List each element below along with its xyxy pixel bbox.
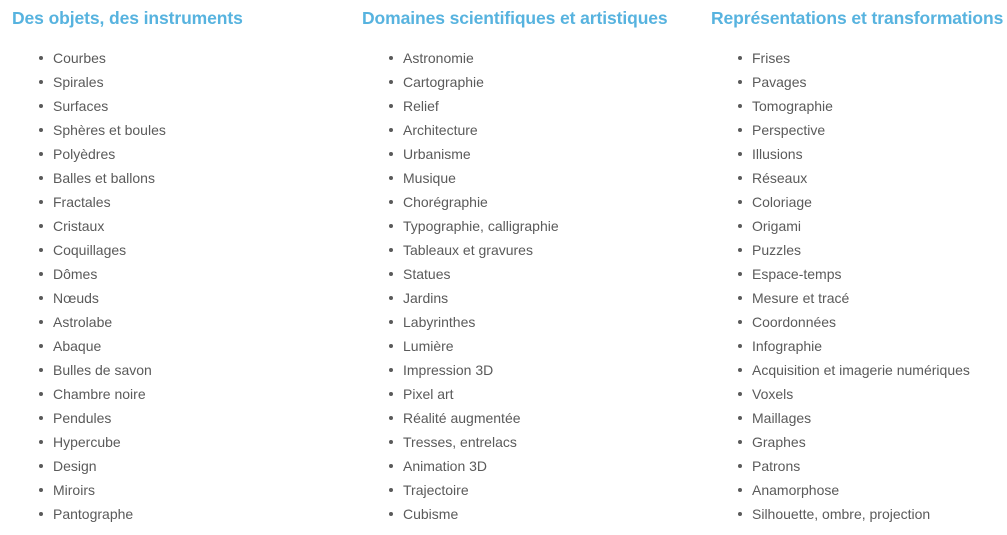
bullet-icon [39, 200, 43, 204]
item-label: Acquisition et imagerie numériques [752, 362, 970, 378]
item-label: Balles et ballons [53, 170, 155, 186]
list-item[interactable] [711, 334, 970, 358]
bullet-icon [738, 488, 742, 492]
item-label: Impression 3D [403, 362, 494, 378]
list-item[interactable] [362, 166, 559, 190]
list-item[interactable] [711, 454, 970, 478]
bullet-icon [389, 512, 393, 516]
bullet-icon [39, 152, 43, 156]
item-label: Illusions [752, 146, 803, 162]
item-label: Astrolabe [53, 314, 113, 330]
item-label: Infographie [752, 338, 823, 354]
bullet-icon [389, 296, 393, 300]
item-label: Design [53, 458, 97, 474]
list-item[interactable] [12, 286, 166, 310]
bullet-icon [389, 80, 393, 84]
item-list [12, 46, 166, 526]
list-item[interactable] [362, 406, 559, 430]
item-label: Relief [403, 98, 439, 114]
list-item[interactable] [12, 166, 166, 190]
list-item[interactable] [12, 502, 166, 526]
item-list [362, 46, 559, 526]
bullet-icon [738, 176, 742, 180]
list-item[interactable] [711, 118, 970, 142]
list-item[interactable] [362, 118, 559, 142]
item-label: Musique [403, 170, 456, 186]
item-label: Spirales [53, 74, 104, 90]
bullet-icon [39, 224, 43, 228]
bullet-icon [389, 128, 393, 132]
bullet-icon [738, 464, 742, 468]
bullet-icon [39, 368, 43, 372]
list-item[interactable] [12, 454, 166, 478]
item-label: Maillages [752, 410, 812, 426]
list-item[interactable] [12, 238, 166, 262]
bullet-icon [738, 224, 742, 228]
item-label: Tableaux et gravures [403, 242, 533, 258]
item-label: Cubisme [403, 506, 459, 522]
list-item[interactable] [362, 142, 559, 166]
bullet-icon [389, 392, 393, 396]
list-item[interactable] [362, 334, 559, 358]
bullet-icon [738, 296, 742, 300]
bullet-icon [389, 320, 393, 324]
bullet-icon [738, 440, 742, 444]
list-item[interactable] [12, 358, 166, 382]
item-label: Réalité augmentée [403, 410, 521, 426]
bullet-icon [389, 152, 393, 156]
list-item[interactable] [711, 94, 970, 118]
list-item[interactable] [711, 478, 970, 502]
item-label: Urbanisme [403, 146, 471, 162]
bullet-icon [738, 56, 742, 60]
bullet-icon [738, 248, 742, 252]
bullet-icon [738, 152, 742, 156]
bullet-icon [39, 416, 43, 420]
list-item[interactable] [711, 382, 970, 406]
list-item[interactable] [12, 478, 166, 502]
bullet-icon [738, 200, 742, 204]
item-label: Perspective [752, 122, 826, 138]
item-label: Coquillages [53, 242, 127, 258]
list-item[interactable] [711, 358, 970, 382]
bullet-icon [39, 80, 43, 84]
item-label: Coloriage [752, 194, 812, 210]
bullet-icon [389, 176, 393, 180]
item-label: Chambre noire [53, 386, 146, 402]
item-label: Statues [403, 266, 451, 282]
item-label: Pantographe [53, 506, 134, 522]
list-item[interactable] [362, 190, 559, 214]
bullet-icon [389, 248, 393, 252]
item-label: Origami [752, 218, 802, 234]
list-item[interactable] [362, 46, 559, 70]
item-label: Trajectoire [403, 482, 469, 498]
bullet-icon [39, 320, 43, 324]
bullet-icon [39, 464, 43, 468]
item-label: Hypercube [53, 434, 121, 450]
item-label: Voxels [752, 386, 794, 402]
item-label: Sphères et boules [53, 122, 166, 138]
item-label: Graphes [752, 434, 806, 450]
item-label: Surfaces [53, 98, 109, 114]
list-item[interactable] [711, 214, 970, 238]
item-label: Mesure et tracé [752, 290, 850, 306]
list-item[interactable] [362, 94, 559, 118]
bullet-icon [39, 512, 43, 516]
list-item[interactable] [12, 430, 166, 454]
list-item[interactable] [362, 70, 559, 94]
bullet-icon [738, 368, 742, 372]
list-item[interactable] [362, 214, 559, 238]
item-label: Coordonnées [752, 314, 837, 330]
item-label: Miroirs [53, 482, 95, 498]
list-item[interactable] [362, 262, 559, 286]
list-item[interactable] [362, 310, 559, 334]
list-item[interactable] [12, 382, 166, 406]
bullet-icon [738, 104, 742, 108]
list-item[interactable] [711, 166, 970, 190]
bullet-icon [389, 368, 393, 372]
list-item[interactable] [12, 334, 166, 358]
item-label: Polyèdres [53, 146, 116, 162]
list-item[interactable] [12, 262, 166, 286]
item-label: Patrons [752, 458, 801, 474]
list-item[interactable] [362, 454, 559, 478]
bullet-icon [39, 104, 43, 108]
list-item[interactable] [711, 406, 970, 430]
column-title[interactable]: Domaines scientifiques et artistiques [362, 8, 668, 28]
list-item[interactable] [711, 238, 970, 262]
list-item[interactable] [362, 238, 559, 262]
list-item[interactable] [711, 70, 970, 94]
bullet-icon [738, 80, 742, 84]
bullet-icon [738, 344, 742, 348]
bullet-icon [738, 128, 742, 132]
item-label: Abaque [53, 338, 102, 354]
bullet-icon [738, 512, 742, 516]
bullet-icon [39, 488, 43, 492]
item-label: Anamorphose [752, 482, 840, 498]
list-item[interactable] [12, 214, 166, 238]
item-label: Jardins [403, 290, 449, 306]
item-label: Nœuds [53, 290, 99, 306]
bullet-icon [389, 464, 393, 468]
bullet-icon [738, 416, 742, 420]
list-item[interactable] [711, 142, 970, 166]
bullet-icon [39, 296, 43, 300]
item-label: Réseaux [752, 170, 808, 186]
list-item[interactable] [711, 310, 970, 334]
bullet-icon [738, 320, 742, 324]
item-label: Tomographie [752, 98, 833, 114]
item-label: Pendules [53, 410, 112, 426]
bullet-icon [389, 272, 393, 276]
item-label: Labyrinthes [403, 314, 476, 330]
item-label: Puzzles [752, 242, 802, 258]
bullet-icon [39, 176, 43, 180]
list-item[interactable] [362, 430, 559, 454]
item-label: Animation 3D [403, 458, 488, 474]
bullet-icon [39, 272, 43, 276]
list-item[interactable] [362, 382, 559, 406]
list-item[interactable] [711, 190, 970, 214]
list-item[interactable] [362, 286, 559, 310]
item-label: Bulles de savon [53, 362, 152, 378]
list-item[interactable] [711, 262, 970, 286]
list-item[interactable] [362, 478, 559, 502]
bullet-icon [389, 488, 393, 492]
item-list [711, 46, 970, 526]
item-label: Cartographie [403, 74, 484, 90]
list-item[interactable] [12, 142, 166, 166]
column-title[interactable]: Des objets, des instruments [12, 8, 243, 28]
bullet-icon [389, 440, 393, 444]
bullet-icon [389, 200, 393, 204]
bullet-icon [39, 344, 43, 348]
bullet-icon [738, 272, 742, 276]
bullet-icon [39, 392, 43, 396]
item-label: Frises [752, 50, 791, 66]
list-item[interactable] [711, 46, 970, 70]
item-label: Astronomie [403, 50, 474, 66]
item-label: Silhouette, ombre, projection [752, 506, 931, 522]
list-item[interactable] [711, 430, 970, 454]
item-label: Architecture [403, 122, 478, 138]
list-item[interactable] [362, 358, 559, 382]
item-label: Courbes [53, 50, 106, 66]
item-label: Dômes [53, 266, 98, 282]
bullet-icon [389, 224, 393, 228]
bullet-icon [389, 416, 393, 420]
list-item[interactable] [12, 70, 166, 94]
list-item[interactable] [12, 46, 166, 70]
item-label: Typographie, calligraphie [403, 218, 559, 234]
bullet-icon [39, 128, 43, 132]
list-item[interactable] [711, 286, 970, 310]
item-label: Pavages [752, 74, 807, 90]
list-item[interactable] [12, 406, 166, 430]
item-label: Lumière [403, 338, 454, 354]
list-item[interactable] [12, 94, 166, 118]
item-label: Espace-temps [752, 266, 842, 282]
column-title[interactable]: Représentations et transformations [711, 8, 1004, 28]
item-label: Cristaux [53, 218, 105, 234]
list-item[interactable] [12, 190, 166, 214]
item-label: Pixel art [403, 386, 454, 402]
bullet-icon [39, 248, 43, 252]
bullet-icon [39, 56, 43, 60]
bullet-icon [389, 344, 393, 348]
list-item[interactable] [711, 502, 970, 526]
list-item[interactable] [12, 118, 166, 142]
item-label: Tresses, entrelacs [403, 434, 517, 450]
bullet-icon [389, 56, 393, 60]
list-item[interactable] [362, 502, 559, 526]
bullet-icon [738, 392, 742, 396]
bullet-icon [389, 104, 393, 108]
list-item[interactable] [12, 310, 166, 334]
item-label: Fractales [53, 194, 111, 210]
item-label: Chorégraphie [403, 194, 488, 210]
bullet-icon [39, 440, 43, 444]
